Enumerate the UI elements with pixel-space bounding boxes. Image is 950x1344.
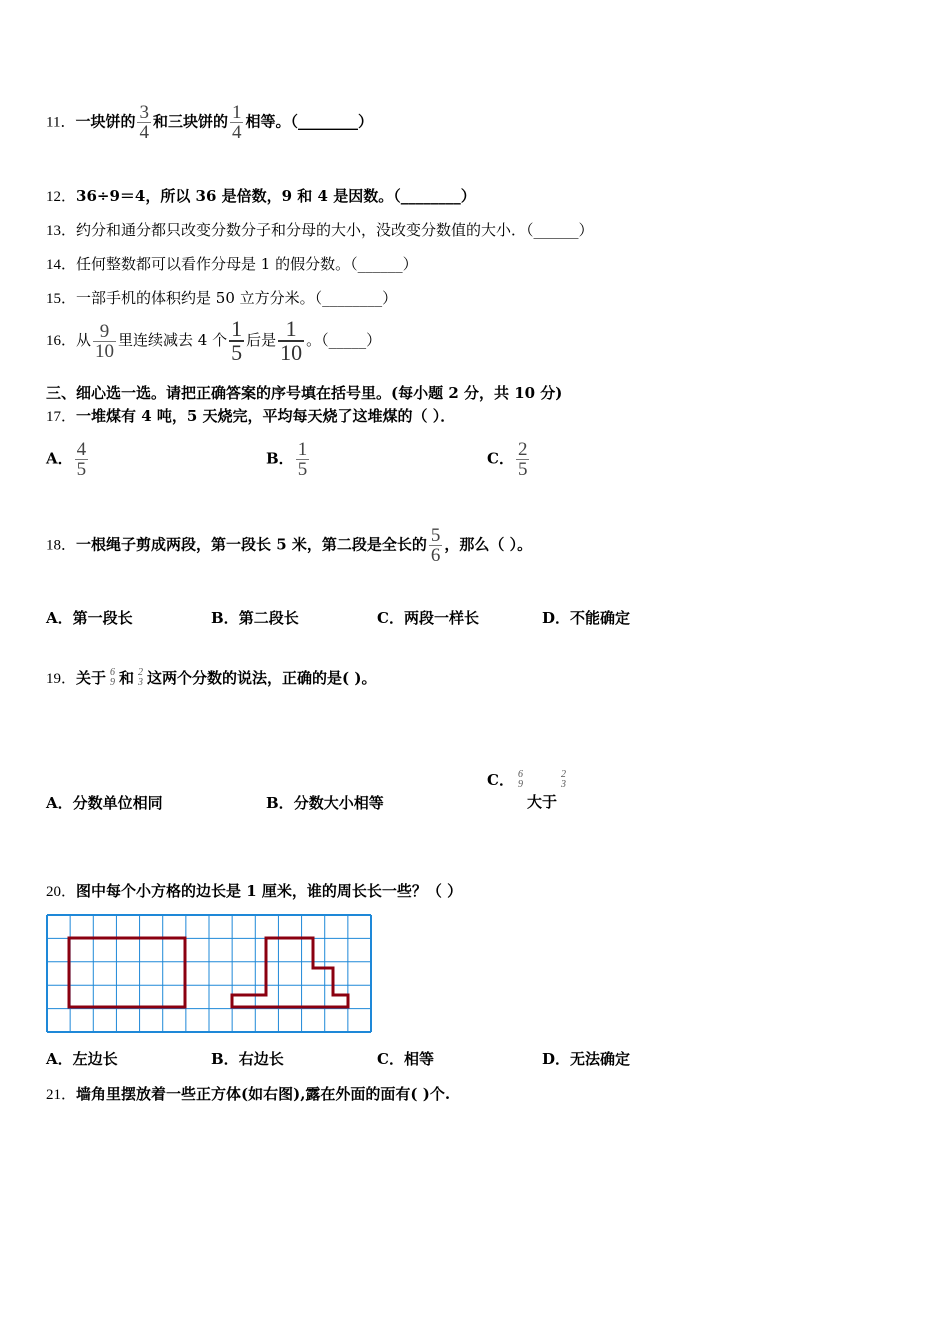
question-21 bbox=[46, 1084, 450, 1105]
grid-figure bbox=[46, 914, 372, 1034]
option-label: A． bbox=[46, 609, 73, 627]
fraction: $\frac{5}{6}$ bbox=[430, 525, 441, 566]
fraction: $\frac{4}{5}$ bbox=[76, 439, 87, 480]
question-text: 约分和通分都只改变分数分子和分母的大小，没改变分数值的大小．（______） bbox=[76, 221, 594, 239]
question-text: 任何整数都可以看作分母是 1 的假分数。（______） bbox=[76, 255, 418, 273]
option-label: C． bbox=[377, 609, 404, 627]
fraction: 6 9 bbox=[110, 667, 116, 688]
question-number: 21． bbox=[46, 1087, 77, 1103]
fraction: $\frac{1}{10}$ bbox=[280, 316, 303, 365]
option-label: C． bbox=[377, 1050, 404, 1068]
question-number: 18． bbox=[46, 537, 77, 554]
question-text: 这两个分数的说法，正确的是( )。 bbox=[147, 669, 377, 687]
question-text: 从 bbox=[76, 331, 92, 349]
question-text: 墙角里摆放着一些正方体(如右图),露在外面的面有( )个. bbox=[76, 1085, 451, 1103]
question-number: 16． bbox=[46, 333, 77, 349]
option-label: B． bbox=[266, 794, 294, 812]
right-step-shape bbox=[232, 938, 348, 1007]
option-label: A． bbox=[46, 794, 73, 812]
option-label: B． bbox=[211, 609, 239, 627]
option-text: 相等 bbox=[403, 1050, 434, 1068]
fraction: $\frac{2}{5}$ bbox=[517, 439, 528, 480]
question-number: 12． bbox=[46, 189, 77, 205]
question-number: 14． bbox=[46, 257, 77, 273]
option-c[interactable] bbox=[377, 608, 479, 628]
fraction: 2 3 bbox=[560, 769, 566, 790]
option-d[interactable] bbox=[542, 1049, 630, 1069]
fraction: $\frac{1}{5}$ bbox=[297, 439, 308, 480]
question-20 bbox=[46, 881, 462, 902]
question-text: 一部手机的体积约是 50 立方分米。（________） bbox=[76, 289, 398, 307]
question-17 bbox=[46, 406, 455, 427]
question-12 bbox=[46, 186, 476, 207]
question-13 bbox=[46, 220, 594, 241]
option-text: 不能确定 bbox=[570, 609, 631, 627]
option-label: B． bbox=[266, 449, 294, 468]
option-text: 无法确定 bbox=[570, 1050, 631, 1068]
option-label: D． bbox=[542, 609, 571, 627]
question-text: 图中每个小方格的边长是 1 厘米，谁的周长长一些？（ ） bbox=[76, 882, 463, 900]
question-16 bbox=[46, 318, 381, 364]
question-19 bbox=[46, 668, 376, 689]
option-a[interactable] bbox=[46, 608, 133, 628]
fraction: 6 9 bbox=[517, 769, 523, 790]
question-15 bbox=[46, 288, 397, 309]
option-c[interactable] bbox=[487, 769, 570, 811]
option-text: 右边长 bbox=[238, 1050, 284, 1068]
question-11 bbox=[46, 103, 373, 142]
question-text: 。（_____） bbox=[306, 331, 382, 349]
question-text: 相等。（________） bbox=[245, 112, 373, 131]
question-text: ，那么（ ）。 bbox=[444, 535, 533, 554]
option-text: 分数大小相等 bbox=[293, 794, 384, 812]
fraction: $\frac{1}{5}$ bbox=[231, 316, 243, 365]
fraction: $\frac{9}{10}$ bbox=[95, 320, 115, 362]
option-c[interactable] bbox=[377, 1049, 434, 1069]
question-number: 11． bbox=[46, 114, 76, 131]
option-c[interactable] bbox=[487, 440, 531, 479]
option-b[interactable] bbox=[266, 440, 311, 479]
question-18 bbox=[46, 526, 532, 565]
option-label: A． bbox=[46, 449, 73, 468]
question-number: 19． bbox=[46, 671, 77, 687]
question-number: 15． bbox=[46, 291, 77, 307]
option-text: 分数单位相同 bbox=[72, 794, 163, 812]
option-a[interactable] bbox=[46, 1049, 118, 1069]
question-text: 里连续减去 4 个 bbox=[118, 331, 228, 349]
fraction: $\frac{1}{4}$ bbox=[231, 102, 242, 143]
question-text: 一堆煤有 4 吨，5 天烧完，平均每天烧了这堆煤的（ ）． bbox=[76, 407, 456, 425]
option-b[interactable] bbox=[211, 608, 299, 628]
fraction: $\frac{3}{4}$ bbox=[139, 102, 149, 143]
fraction: 2 3 bbox=[138, 667, 144, 688]
option-a[interactable] bbox=[46, 440, 90, 479]
option-b[interactable] bbox=[266, 793, 384, 813]
question-text: 和 bbox=[119, 669, 135, 687]
option-text: 大于 bbox=[526, 793, 557, 811]
question-text: 后是 bbox=[246, 331, 277, 349]
option-label: C． bbox=[487, 771, 514, 789]
option-d[interactable] bbox=[542, 608, 630, 628]
question-text: 36÷9＝4，所以 36 是倍数，9 和 4 是因数。（________） bbox=[76, 187, 476, 205]
option-text: 第二段长 bbox=[238, 609, 299, 627]
question-number: 20． bbox=[46, 884, 77, 900]
question-text: 和三块饼的 bbox=[152, 112, 228, 131]
grid-lines bbox=[47, 915, 371, 1032]
question-text: 一块饼的 bbox=[75, 112, 136, 131]
question-number: 13． bbox=[46, 223, 77, 239]
question-number: 17． bbox=[46, 409, 77, 425]
question-14 bbox=[46, 254, 418, 275]
section-title: 三、细心选一选。请把正确答案的序号填在括号里。(每小题 2 分，共 10 分) bbox=[46, 384, 563, 402]
question-text: 一根绳子剪成两段，第一段长 5 米，第二段是全长的 bbox=[76, 535, 427, 554]
option-text: 第一段长 bbox=[72, 609, 133, 627]
option-label: D． bbox=[542, 1050, 571, 1068]
left-rectangle-shape bbox=[69, 938, 185, 1007]
option-label: C． bbox=[487, 449, 514, 468]
option-b[interactable] bbox=[211, 1049, 284, 1069]
option-label: A． bbox=[46, 1050, 73, 1068]
option-text: 两段一样长 bbox=[403, 609, 479, 627]
option-a[interactable] bbox=[46, 793, 163, 813]
option-text: 左边长 bbox=[72, 1050, 118, 1068]
option-label: B． bbox=[211, 1050, 239, 1068]
question-text: 关于 bbox=[76, 669, 107, 687]
